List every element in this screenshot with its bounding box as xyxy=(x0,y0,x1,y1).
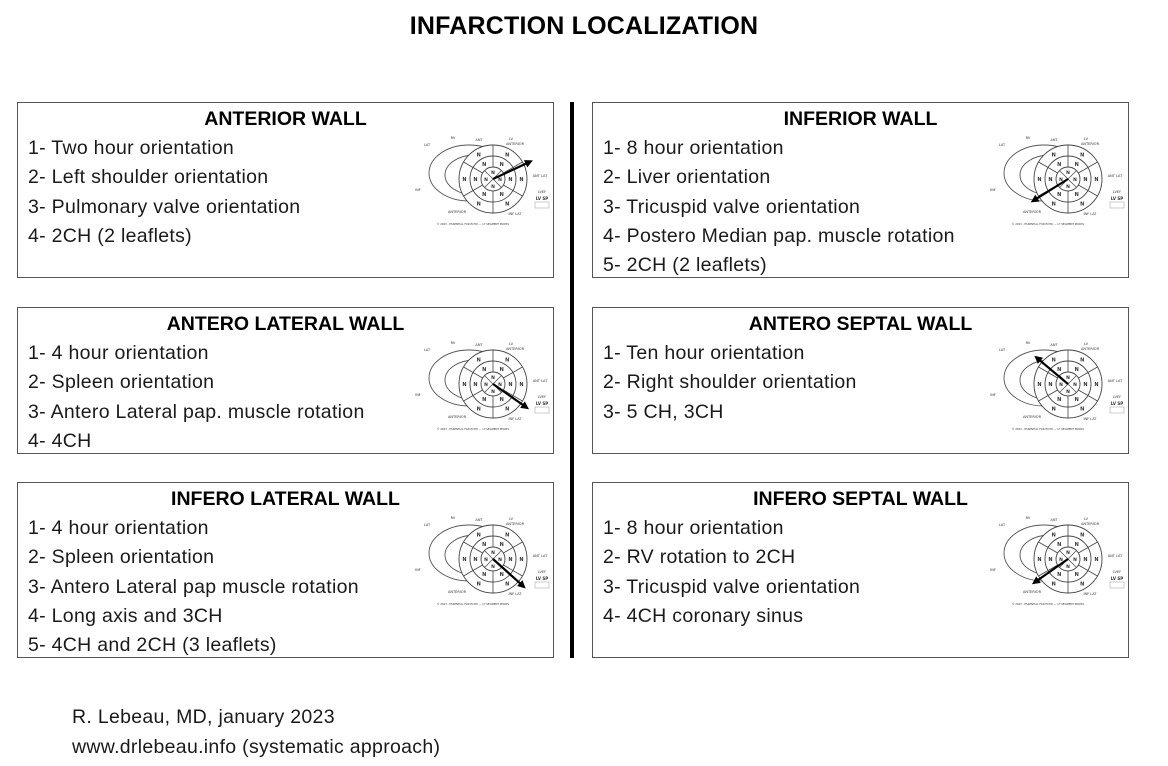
list-item: 1- Two hour orientation xyxy=(28,137,234,159)
item-list xyxy=(28,134,300,251)
diagram-label-anterior-bottom: ANTERIOR xyxy=(447,590,467,594)
segment-label: N xyxy=(476,201,481,208)
segment-label: N xyxy=(462,382,467,388)
diagram-label-lvef: LVEF xyxy=(537,190,547,194)
segment-label: N xyxy=(499,397,504,404)
segment-label: N xyxy=(491,171,495,176)
diagram-label-lat: LAT xyxy=(998,143,1006,147)
diagram-label-anterior-bottom: ANTERIOR xyxy=(1022,415,1042,419)
diagram-value-box xyxy=(535,202,549,208)
diagram-label-lv: LV xyxy=(1084,137,1088,141)
diagram-label-lv-sp: LV SP xyxy=(1110,401,1124,406)
segment-label: N xyxy=(1074,161,1079,168)
segment-label: N xyxy=(1094,177,1099,183)
diagram-label-inf: INF xyxy=(990,188,996,192)
bullseye-svg xyxy=(988,133,1128,228)
bullseye-diagram xyxy=(413,133,553,228)
segment-label: N xyxy=(491,376,495,381)
diagram-label-anterior: ANTERIOR xyxy=(1080,347,1100,351)
diagram-caption: © 2023 - ESSENTIAL FOR ECHO — 17 SEGMENT MODEL xyxy=(436,223,510,226)
diagram-caption: © 2023 - ESSENTIAL FOR ECHO — 17 SEGMENT MODEL xyxy=(436,603,510,606)
segment-label: N xyxy=(498,383,502,388)
bullseye-diagram xyxy=(988,133,1128,228)
segment-label: N xyxy=(505,532,510,539)
bullseye-diagram xyxy=(988,338,1128,433)
diagram-label-inf-lat: INF LAT xyxy=(508,592,522,596)
segment-label: N xyxy=(1057,161,1062,168)
diagram-label-inf-lat: INF LAT xyxy=(1083,212,1097,216)
bullseye-diagram xyxy=(413,338,553,433)
segment-label: N xyxy=(476,581,481,588)
diagram-value-box xyxy=(1110,582,1124,588)
panel-title: ANTERIOR WALL xyxy=(204,108,367,130)
segment-label: N xyxy=(462,177,467,183)
diagram-label-lv-sp: LV SP xyxy=(535,196,549,201)
list-item: 1- 4 hour orientation xyxy=(28,517,209,539)
diagram-label-lv-sp: LV SP xyxy=(535,401,549,406)
diagram-label-anterior: ANTERIOR xyxy=(1080,522,1100,526)
list-item: 4- 4CH xyxy=(28,429,92,452)
segment-label: N xyxy=(499,541,504,548)
list-item: 1- 8 hour orientation xyxy=(603,517,784,539)
segment-label: N xyxy=(473,177,478,183)
segment-label: N xyxy=(1051,532,1056,539)
segment-label: N xyxy=(462,557,467,563)
segment-label: N xyxy=(484,383,488,388)
item-list xyxy=(28,514,359,660)
segment-label: N xyxy=(1051,201,1056,208)
list-item: 2- RV rotation to 2CH xyxy=(603,546,796,569)
diagram-label-lvef: LVEF xyxy=(1112,395,1122,399)
diagram-label-lvef: LVEF xyxy=(537,395,547,399)
diagram-label-inf-lat: INF LAT xyxy=(508,212,522,216)
list-item: 2- Right shoulder orientation xyxy=(603,371,857,394)
segment-label: N xyxy=(1037,557,1042,563)
segment-label: N xyxy=(499,161,504,168)
segment-label: N xyxy=(519,177,524,183)
segment-label: N xyxy=(1094,557,1099,563)
panel-title: INFERO SEPTAL WALL xyxy=(753,488,968,510)
diagram-caption: © 2023 - ESSENTIAL FOR ECHO — 17 SEGMENT MODEL xyxy=(436,428,510,431)
diagram-label-rv: RV xyxy=(1025,516,1031,520)
diagram-label-anterior-bottom: ANTERIOR xyxy=(1022,210,1042,214)
item-list xyxy=(603,339,857,427)
segment-label: N xyxy=(1094,382,1099,388)
segment-label: N xyxy=(476,532,481,539)
segment-label: N xyxy=(1066,390,1070,395)
panel-title: ANTERO SEPTAL WALL xyxy=(748,313,973,335)
list-item: 3- 5 CH, 3CH xyxy=(603,400,724,423)
segment-label: N xyxy=(498,178,502,183)
diagram-value-box xyxy=(535,407,549,413)
diagram-label-inf: INF xyxy=(990,568,996,572)
list-item: 3- Antero Lateral pap. muscle rotation xyxy=(28,400,365,423)
segment-label: N xyxy=(1066,376,1070,381)
diagram-label-ant: ANT xyxy=(1050,518,1058,522)
diagram-label-lvef: LVEF xyxy=(537,570,547,574)
segment-label: N xyxy=(1073,558,1077,563)
segment-label: N xyxy=(1051,152,1056,159)
segment-label: N xyxy=(508,382,513,388)
diagram-label-lat: LAT xyxy=(998,523,1006,527)
segment-label: N xyxy=(1080,406,1085,413)
segment-label: N xyxy=(508,557,513,563)
segment-label: N xyxy=(1083,557,1088,563)
segment-label: N xyxy=(1057,397,1062,404)
segment-label: N xyxy=(491,551,495,556)
diagram-label-rv: RV xyxy=(450,136,456,140)
segment-label: N xyxy=(1051,581,1056,588)
segment-label: N xyxy=(491,565,495,570)
segment-label: N xyxy=(1080,152,1085,159)
diagram-label-anterior-bottom: ANTERIOR xyxy=(447,415,467,419)
list-item: 2- Liver orientation xyxy=(603,166,771,189)
diagram-label-lvef: LVEF xyxy=(1112,190,1122,194)
diagram-label-anterior-bottom: ANTERIOR xyxy=(1022,590,1042,594)
segment-label: N xyxy=(505,357,510,364)
item-list xyxy=(28,339,365,456)
segment-label: N xyxy=(1066,551,1070,556)
item-list xyxy=(603,134,955,280)
segment-label: N xyxy=(482,572,487,579)
segment-label: N xyxy=(1083,177,1088,183)
panel-infero-septal-wall xyxy=(592,482,1129,658)
segment-label: N xyxy=(482,397,487,404)
segment-label: N xyxy=(484,178,488,183)
diagram-label-inf-lat: INF LAT xyxy=(1083,417,1097,421)
diagram-label-inf: INF xyxy=(990,393,996,397)
segment-label: N xyxy=(482,366,487,373)
segment-label: N xyxy=(1080,357,1085,364)
segment-label: N xyxy=(1057,192,1062,199)
segment-label: N xyxy=(505,406,510,413)
segment-label: N xyxy=(1080,532,1085,539)
diagram-label-lv-sp: LV SP xyxy=(535,576,549,581)
segment-label: N xyxy=(476,357,481,364)
list-item: 1- Ten hour orientation xyxy=(603,342,805,364)
diagram-label-lat: LAT xyxy=(423,523,431,527)
segment-label: N xyxy=(1073,178,1077,183)
diagram-value-box xyxy=(1110,202,1124,208)
diagram-label-inf-lat: INF LAT xyxy=(508,417,522,421)
diagram-label-ant-lat: ANT LAT xyxy=(1107,379,1123,383)
diagram-label-lv: LV xyxy=(509,342,513,346)
diagram-label-rv: RV xyxy=(1025,341,1031,345)
segment-label: N xyxy=(1074,192,1079,199)
segment-label: N xyxy=(1059,178,1063,183)
segment-label: N xyxy=(499,572,504,579)
segment-label: N xyxy=(1074,397,1079,404)
bullseye-svg xyxy=(988,338,1128,433)
diagram-label-inf-lat: INF LAT xyxy=(1083,592,1097,596)
segment-label: N xyxy=(1048,177,1053,183)
list-item: 3- Pulmonary valve orientation xyxy=(28,195,301,218)
segment-label: N xyxy=(1066,565,1070,570)
diagram-label-lat: LAT xyxy=(423,143,431,147)
list-item: 2- Left shoulder orientation xyxy=(28,166,269,189)
list-item: 3- Antero Lateral pap muscle rotation xyxy=(28,575,359,598)
list-item: 5- 2CH (2 leaflets) xyxy=(603,254,767,277)
diagram-label-inf: INF xyxy=(415,393,421,397)
diagram-label-ant-lat: ANT LAT xyxy=(1107,174,1123,178)
segment-label: N xyxy=(1057,366,1062,373)
diagram-label-inf: INF xyxy=(415,188,421,192)
panel-title: INFERIOR WALL xyxy=(783,108,938,130)
diagram-label-lat: LAT xyxy=(423,348,431,352)
panel-inferior-wall xyxy=(592,102,1129,278)
panel-title: ANTERO LATERAL WALL xyxy=(166,313,405,335)
list-item: 2- Spleen orientation xyxy=(28,371,215,394)
diagram-label-ant-lat: ANT LAT xyxy=(532,174,548,178)
segment-label: N xyxy=(482,541,487,548)
center-divider xyxy=(570,102,574,658)
segment-label: N xyxy=(473,382,478,388)
segment-label: N xyxy=(1080,581,1085,588)
diagram-label-lv: LV xyxy=(1084,517,1088,521)
segment-label: N xyxy=(1066,185,1070,190)
diagram-label-lv-sp: LV SP xyxy=(1110,576,1124,581)
diagram-label-lv: LV xyxy=(1084,342,1088,346)
segment-label: N xyxy=(1037,177,1042,183)
segment-label: N xyxy=(498,558,502,563)
segment-label: N xyxy=(482,192,487,199)
list-item: 2- Spleen orientation xyxy=(28,546,215,569)
segment-label: N xyxy=(519,557,524,563)
segment-label: N xyxy=(508,177,513,183)
bullseye-diagram xyxy=(988,513,1128,608)
segment-label: N xyxy=(1074,572,1079,579)
diagram-label-anterior: ANTERIOR xyxy=(505,522,525,526)
segment-label: N xyxy=(1074,366,1079,373)
diagram-label-ant: ANT xyxy=(475,343,483,347)
diagram-label-anterior: ANTERIOR xyxy=(505,347,525,351)
diagram-label-anterior: ANTERIOR xyxy=(505,142,525,146)
diagram-value-box xyxy=(535,582,549,588)
diagram-label-ant-lat: ANT LAT xyxy=(532,554,548,558)
diagram-label-rv: RV xyxy=(450,516,456,520)
diagram-label-lv: LV xyxy=(509,517,513,521)
segment-label: N xyxy=(473,557,478,563)
diagram-label-anterior-bottom: ANTERIOR xyxy=(447,210,467,214)
diagram-label-ant: ANT xyxy=(1050,138,1058,142)
segment-label: N xyxy=(1080,201,1085,208)
panel-antero-septal-wall xyxy=(592,307,1129,454)
diagram-label-lat: LAT xyxy=(998,348,1006,352)
panel-infero-lateral-wall xyxy=(17,482,554,658)
list-item: 4- Long axis and 3CH xyxy=(28,604,223,627)
segment-label: N xyxy=(1048,557,1053,563)
segment-label: N xyxy=(484,558,488,563)
segment-label: N xyxy=(1083,382,1088,388)
bullseye-svg xyxy=(413,513,553,608)
segment-label: N xyxy=(1057,572,1062,579)
footer-author: R. Lebeau, MD, january 2023 xyxy=(72,706,335,728)
diagram-caption: © 2023 - ESSENTIAL FOR ECHO — 17 SEGMENT MODEL xyxy=(1011,223,1085,226)
diagram-label-rv: RV xyxy=(1025,136,1031,140)
segment-label: N xyxy=(1073,383,1077,388)
list-item: 1- 8 hour orientation xyxy=(603,137,784,159)
segment-label: N xyxy=(491,185,495,190)
list-item: 3- Tricuspid valve orientation xyxy=(603,575,861,598)
list-item: 3- Tricuspid valve orientation xyxy=(603,195,861,218)
segment-label: N xyxy=(505,581,510,588)
list-item: 1- 4 hour orientation xyxy=(28,342,209,364)
segment-label: N xyxy=(1057,541,1062,548)
segment-label: N xyxy=(482,161,487,168)
diagram-value-box xyxy=(1110,407,1124,413)
list-item: 5- 4CH and 2CH (3 leaflets) xyxy=(28,634,277,657)
diagram-label-ant-lat: ANT LAT xyxy=(1107,554,1123,558)
segment-label: N xyxy=(505,152,510,159)
diagram-label-anterior: ANTERIOR xyxy=(1080,142,1100,146)
segment-label: N xyxy=(1066,171,1070,176)
segment-label: N xyxy=(1037,382,1042,388)
page-title: INFARCTION LOCALIZATION xyxy=(409,12,759,40)
diagram-label-lv: LV xyxy=(509,137,513,141)
panel-antero-lateral-wall xyxy=(17,307,554,454)
bullseye-svg xyxy=(988,513,1128,608)
segment-label: N xyxy=(1051,406,1056,413)
panel-anterior-wall xyxy=(17,102,554,278)
diagram-label-ant: ANT xyxy=(475,518,483,522)
item-list xyxy=(603,514,860,631)
diagram-label-lvef: LVEF xyxy=(1112,570,1122,574)
diagram-label-ant: ANT xyxy=(1050,343,1058,347)
segment-label: N xyxy=(476,406,481,413)
segment-label: N xyxy=(499,366,504,373)
diagram-caption: © 2023 - ESSENTIAL FOR ECHO — 17 SEGMENT MODEL xyxy=(1011,428,1085,431)
list-item: 4- 4CH coronary sinus xyxy=(603,604,804,627)
bullseye-diagram xyxy=(413,513,553,608)
bullseye-svg xyxy=(413,133,553,228)
segment-label: N xyxy=(499,192,504,199)
panel-title: INFERO LATERAL WALL xyxy=(171,488,400,510)
list-item: 4- Postero Median pap. muscle rotation xyxy=(603,224,955,247)
segment-label: N xyxy=(476,152,481,159)
segment-label: N xyxy=(1051,357,1056,364)
diagram-label-inf: INF xyxy=(415,568,421,572)
diagram-label-ant: ANT xyxy=(475,138,483,142)
diagram-label-rv: RV xyxy=(450,341,456,345)
segment-label: N xyxy=(1059,383,1063,388)
diagram-caption: © 2023 - ESSENTIAL FOR ECHO — 17 SEGMENT MODEL xyxy=(1011,603,1085,606)
list-item: 4- 2CH (2 leaflets) xyxy=(28,224,192,247)
diagram-label-ant-lat: ANT LAT xyxy=(532,379,548,383)
segment-label: N xyxy=(1059,558,1063,563)
diagram-label-lv-sp: LV SP xyxy=(1110,196,1124,201)
bullseye-svg xyxy=(413,338,553,433)
segment-label: N xyxy=(491,390,495,395)
segment-label: N xyxy=(505,201,510,208)
segment-label: N xyxy=(1048,382,1053,388)
segment-label: N xyxy=(1074,541,1079,548)
segment-label: N xyxy=(519,382,524,388)
footer-website: www.drlebeau.info (systematic approach) xyxy=(72,736,441,758)
